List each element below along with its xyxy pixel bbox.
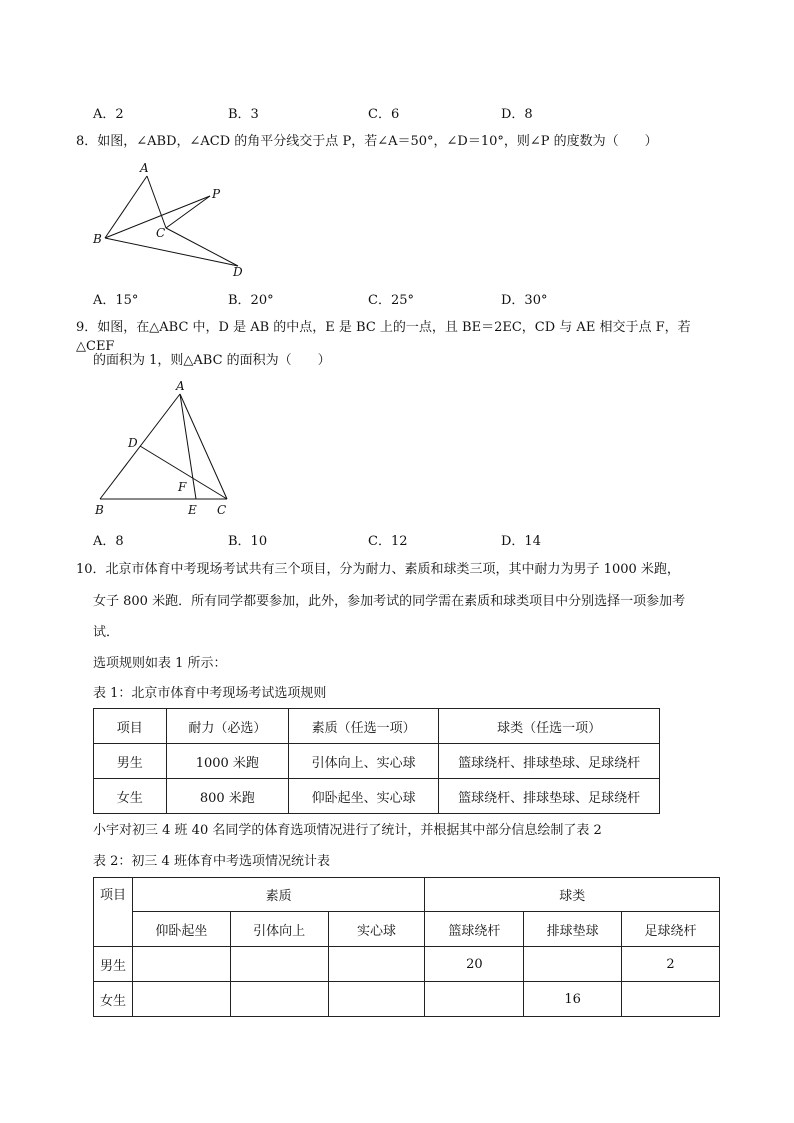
q8-option-b: B．20°: [228, 293, 274, 308]
table2-cell: 16: [524, 982, 622, 1017]
table2-cell: [132, 947, 230, 982]
q8-segment-cp: [166, 196, 210, 228]
q8-label-d: D: [233, 265, 243, 279]
table2-cell: [328, 947, 425, 982]
q9-option-c: C．12: [368, 534, 408, 549]
table2-row-label: 男生: [94, 947, 133, 982]
table1-cell: 仰卧起坐、实心球: [289, 779, 439, 814]
table1-header: 素质（任选一项）: [289, 709, 439, 744]
q9-label-a: A: [176, 379, 185, 393]
q9-label-d: D: [128, 436, 138, 450]
q8-option-d: D．30°: [501, 293, 548, 308]
q8-label-b: B: [93, 232, 102, 246]
table1-cell: 女生: [94, 779, 167, 814]
table2-cell: 20: [425, 947, 524, 982]
q10-line3: 试．: [93, 625, 120, 640]
table2-corner: 项目: [94, 878, 133, 947]
table1-row: [94, 744, 660, 779]
table1-cell: 800 米跑: [166, 779, 288, 814]
q10-rules-intro: 选项规则如表 1 所示：: [93, 656, 227, 671]
table2-subheader: 篮球绕杆: [425, 912, 524, 947]
q9-options: [93, 530, 653, 548]
table1-header: 耐力（必选）: [166, 709, 288, 744]
q8-label-c: C: [156, 226, 166, 240]
table2-cell: [622, 982, 720, 1017]
table2-subheader: 仰卧起坐: [132, 912, 230, 947]
q9-label-c: C: [217, 503, 227, 517]
q7-option-d: D．8: [501, 107, 533, 122]
table2-cell: [425, 982, 524, 1017]
table2-subheader: 引体向上: [230, 912, 328, 947]
table1-cell: 引体向上、实心球: [289, 744, 439, 779]
q8-options: [93, 289, 653, 307]
q8-option-a: A．15°: [93, 293, 139, 308]
table2-row-label: 女生: [94, 982, 133, 1017]
table1-header: 项目: [94, 709, 167, 744]
table1-cell: 1000 米跑: [166, 744, 288, 779]
q9-label-b: B: [95, 503, 104, 517]
q8-label-p: P: [212, 187, 221, 201]
table2-row-male: [94, 947, 720, 982]
q7-option-c: C．6: [368, 107, 400, 122]
table2-subheader: 足球绕杆: [622, 912, 720, 947]
table2-cell: 2: [622, 947, 720, 982]
q8-segment-ab: [105, 176, 147, 238]
table2: [93, 877, 720, 1017]
q8-stem: 8．如图，∠ABD，∠ACD 的角平分线交于点 P，若∠A＝50°，∠D＝10°，则∠P 的度数为（ ）: [76, 134, 658, 149]
q7-option-a: A．2: [93, 107, 124, 122]
table2-group-header: 球类: [425, 878, 720, 912]
table1-cell: 男生: [94, 744, 167, 779]
q9-segment-ac: [180, 394, 227, 499]
table2-group-row: [94, 878, 720, 912]
table2-cell: [230, 982, 328, 1017]
table2-row-female: [94, 982, 720, 1017]
q9-label-f: F: [178, 480, 187, 494]
table2-subheader-row: [94, 912, 720, 947]
table2-cell: [524, 947, 622, 982]
q8-segment-bd: [105, 238, 238, 266]
q8-segment-cd: [166, 228, 238, 266]
q9-option-d: D．14: [501, 534, 541, 549]
table1: [93, 708, 660, 814]
q7-options: [93, 103, 653, 121]
q9-label-e: E: [188, 503, 197, 517]
q9-stem-line2: 的面积为 1，则△ABC 的面积为（ ）: [93, 353, 331, 368]
table1-row: [94, 779, 660, 814]
q9-option-a: A．8: [93, 534, 124, 549]
table1-title: 表 1：北京市体育中考现场考试选项规则: [93, 686, 327, 701]
q7-option-b: B．3: [228, 107, 259, 122]
q9-option-b: B．10: [228, 534, 268, 549]
table2-title: 表 2：初三 4 班体育中考选项情况统计表: [93, 854, 330, 869]
table2-cell: [132, 982, 230, 1017]
table1-cell: 篮球绕杆、排球垫球、足球绕杆: [439, 744, 660, 779]
q8-figure: [90, 158, 260, 282]
table1-header: 球类（任选一项）: [439, 709, 660, 744]
q9-stem-line1: 9．如图，在△ABC 中，D 是 AB 的中点，E 是 BC 上的一点，且 BE＝2EC，CD 与 AE 相交于点 F，若△CEF: [76, 320, 691, 354]
q10-stats-intro: 小宇对初三 4 班 40 名同学的体育选项情况进行了统计，并根据其中部分信息绘制了表 2: [93, 823, 602, 838]
table2-subheader: 排球垫球: [524, 912, 622, 947]
q9-figure: [88, 374, 248, 522]
table2-cell: [328, 982, 425, 1017]
table1-header-row: [94, 709, 660, 744]
q10-line2: 女子 800 米跑．所有同学都要参加，此外，参加考试的同学需在素质和球类项目中分别选择一项参加考: [93, 594, 686, 609]
table2-subheader: 实心球: [328, 912, 425, 947]
table2-group-header: 素质: [132, 878, 424, 912]
q8-option-c: C．25°: [368, 293, 414, 308]
q8-label-a: A: [140, 161, 149, 175]
table1-cell: 篮球绕杆、排球垫球、足球绕杆: [439, 779, 660, 814]
table2-cell: [230, 947, 328, 982]
q10-line1: 10．北京市体育中考现场考试共有三个项目，分为耐力、素质和球类三项，其中耐力为男子 1000 米跑，: [76, 562, 680, 577]
